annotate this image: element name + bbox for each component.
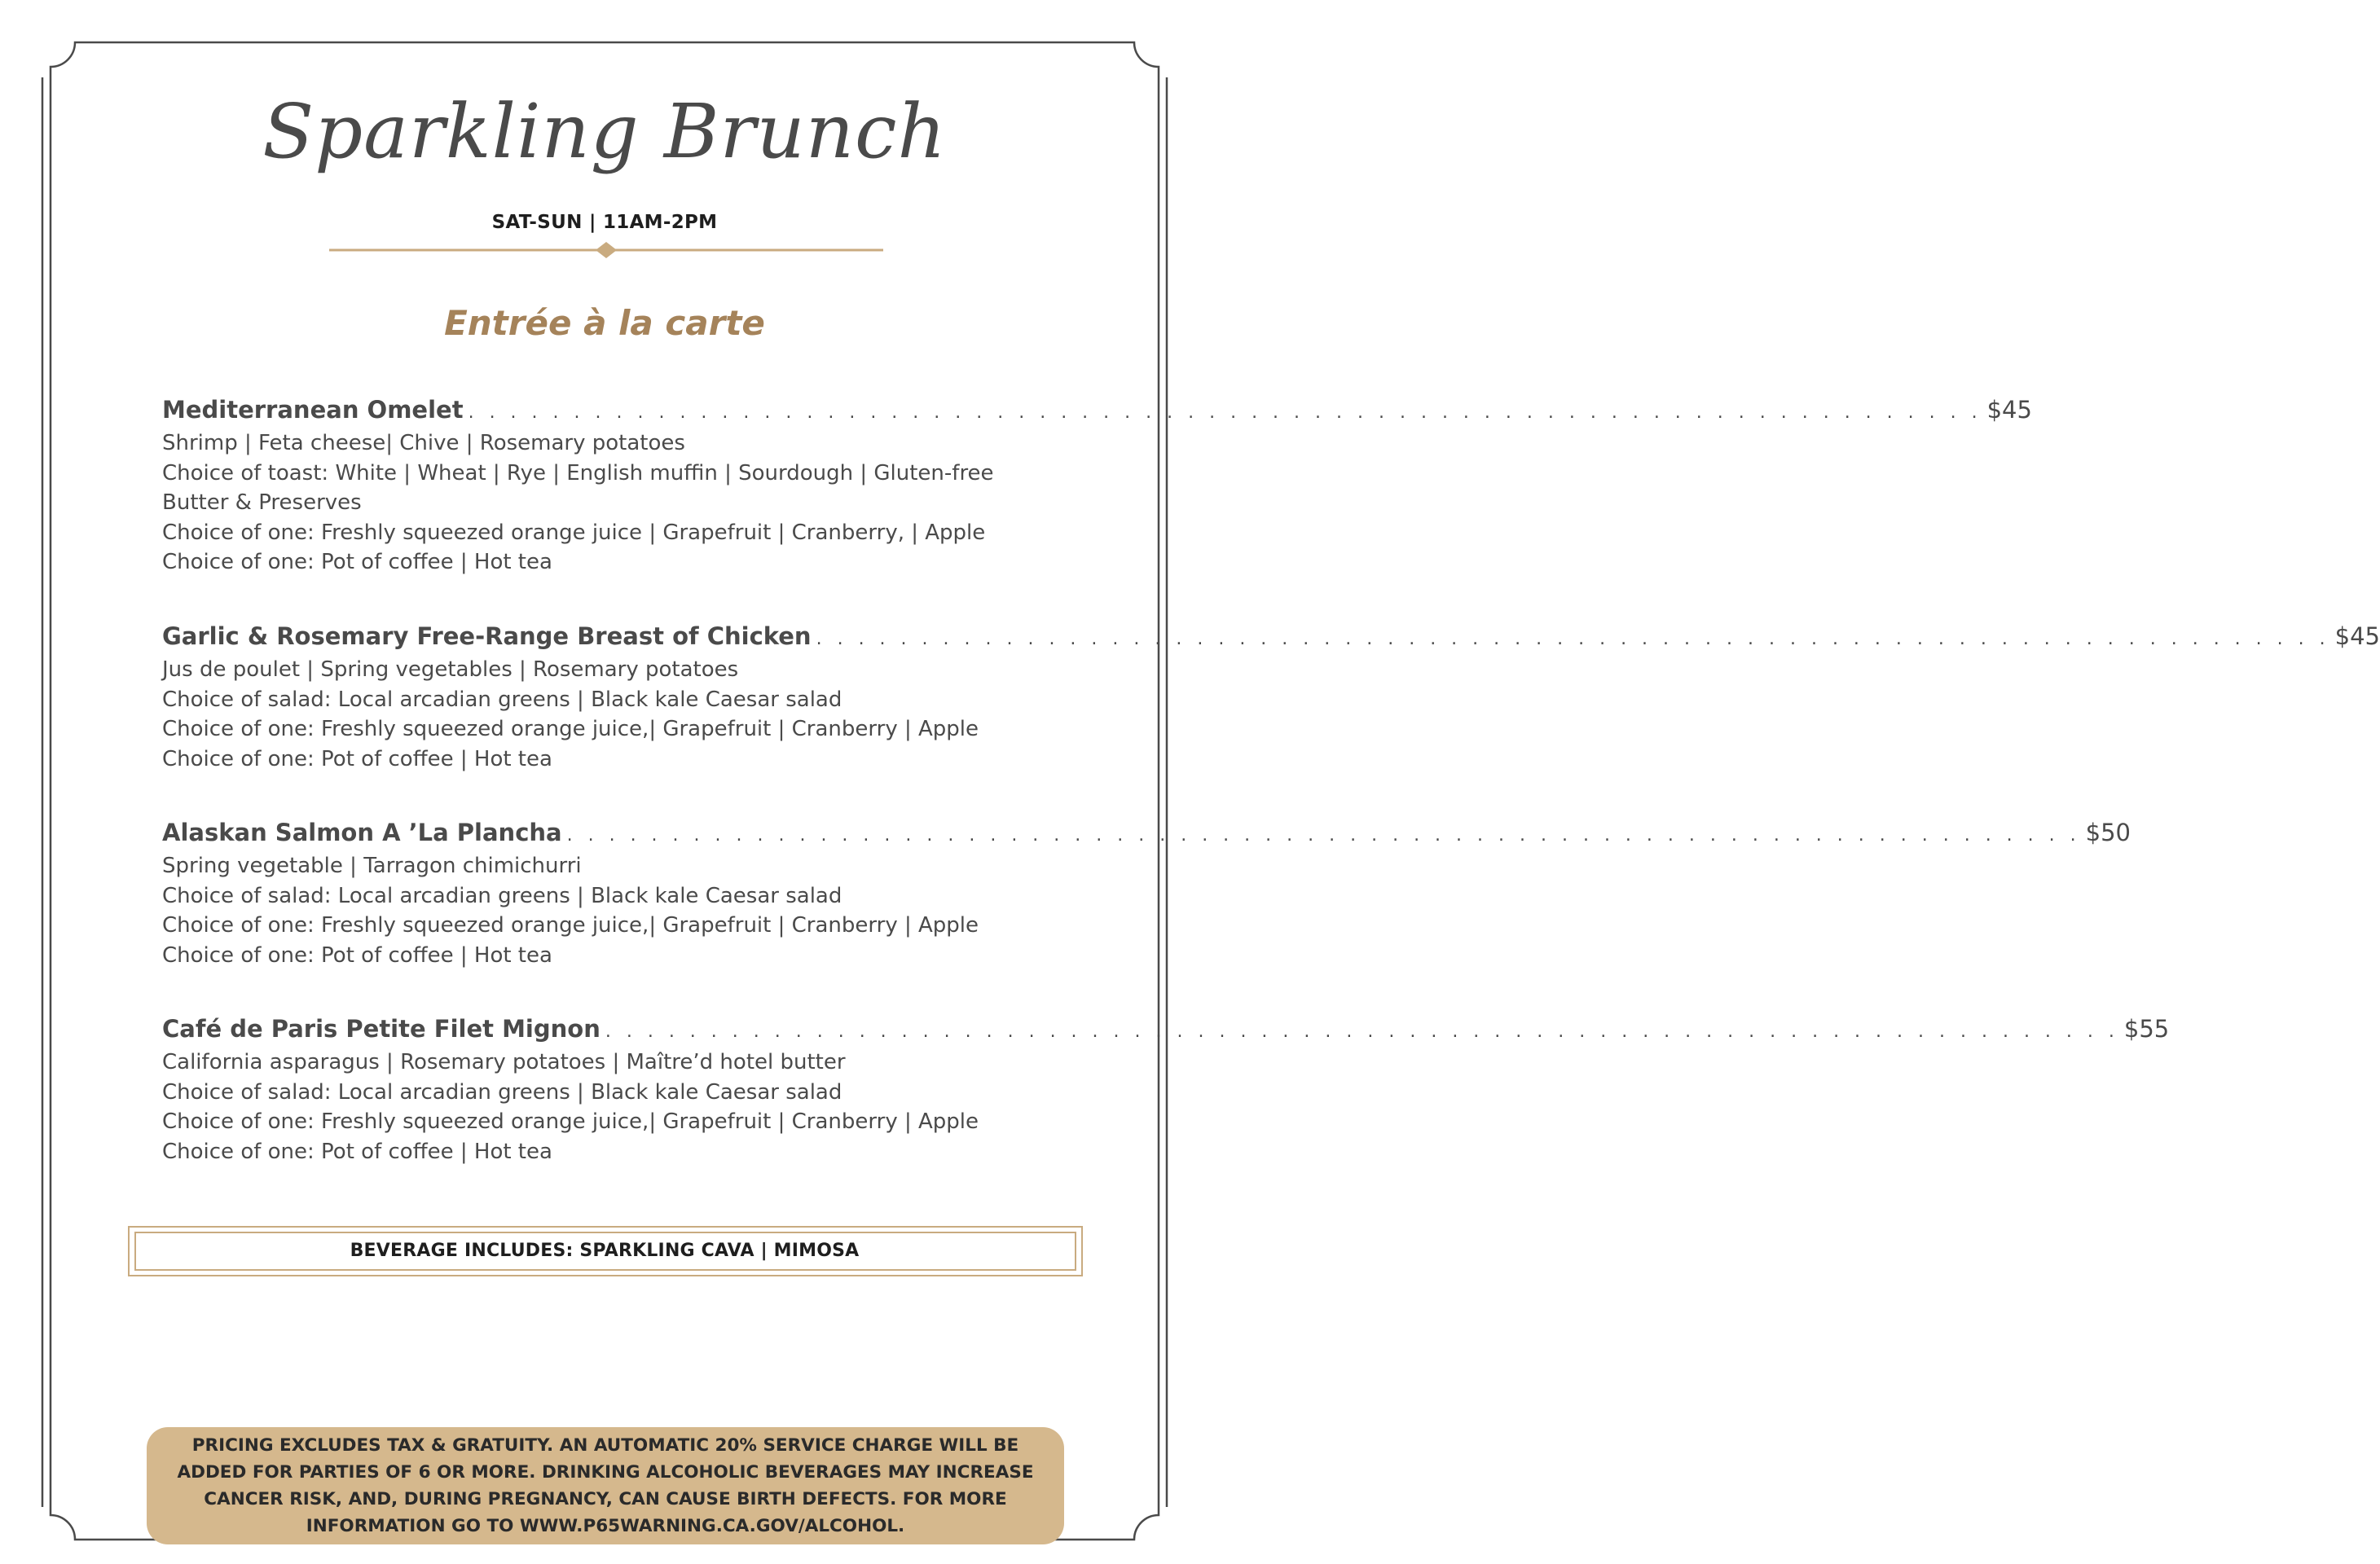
menu-item-description: California asparagus | Rosemary potatoes | Maître’d hotel butter xyxy=(162,1050,846,1074)
title-divider-diamond xyxy=(596,242,617,258)
dot-leader: . . . . . . . . . . . . . . . . . . . . . . . . . . . . . . . . . . . . . . . . . . . . . . . . . . . . . . . . . . . . . . . . . . . . . . . . xyxy=(605,1021,2119,1042)
menu-item-description: Shrimp | Feta cheese| Chive | Rosemary potatoes xyxy=(162,431,685,455)
menu-item xyxy=(162,819,2131,970)
beverage-includes: BEVERAGE INCLUDES: SPARKLING CAVA | MIMOSA xyxy=(350,1240,860,1261)
menu-item-name: Café de Paris Petite Filet Mignon xyxy=(162,1015,600,1043)
section-heading: Entrée à la carte xyxy=(444,303,765,343)
menu-item-description: Spring vegetable | Tarragon chimichurri xyxy=(162,854,582,878)
menu-item-description: Choice of one: Freshly squeezed orange juice,| Grapefruit | Cranberry | Apple xyxy=(162,717,979,741)
dot-leader: . . . . . . . . . . . . . . . . . . . . . . . . . . . . . . . . . . . . . . . . . . . . . . . . . . . . . . . . . . . . . . . . . . . . . . . . xyxy=(816,629,2330,649)
menu-item-description: Choice of salad: Local arcadian greens | Black kale Caesar salad xyxy=(162,883,842,908)
menu-item-name: Garlic & Rosemary Free-Range Breast of Chicken xyxy=(162,622,812,650)
menu-item-description: Choice of one: Freshly squeezed orange juice,| Grapefruit | Cranberry | Apple xyxy=(162,1109,979,1134)
menu-item-price: $50 xyxy=(2085,819,2131,846)
menu-item-description: Choice of one: Pot of coffee | Hot tea xyxy=(162,746,552,771)
menu-item-description: Choice of one: Pot of coffee | Hot tea xyxy=(162,942,552,968)
menu-item-description: Choice of one: Freshly squeezed orange juice | Grapefruit | Cranberry, | Apple xyxy=(162,520,986,545)
menu-item-description: Choice of one: Pot of coffee | Hot tea xyxy=(162,550,552,574)
menu-item-price: $45 xyxy=(2334,622,2380,650)
dot-leader: . . . . . . . . . . . . . . . . . . . . . . . . . . . . . . . . . . . . . . . . . . . . . . . . . . . . . . . . . . . . . . . . . . . . . . . . xyxy=(566,825,2081,846)
menu-item-description: Choice of one: Freshly squeezed orange juice,| Grapefruit | Cranberry | Apple xyxy=(162,913,979,938)
menu-item-name: Mediterranean Omelet xyxy=(162,396,464,424)
pricing-notice-text: PRICING EXCLUDES TAX & GRATUITY. AN AUTOMATIC 20% SERVICE CHARGE WILL BE ADDED FOR PARTIES OF 6 OR MORE. DRINKING ALCOHOLIC BEVERAGES MAY INCREASE CANCER RISK, AND, DURING PREGNANCY, CAN CAUSE BIRTH DEFECTS. FOR MORE INFORMATION GO TO WWW.P65WARNING.CA.GOV/ALCOHOL. xyxy=(177,1435,1034,1536)
menu-item xyxy=(162,396,2032,578)
menu-item-description: Choice of salad: Local arcadian greens | Black kale Caesar salad xyxy=(162,1079,842,1105)
outer-frame-border xyxy=(51,42,1159,1540)
service-hours: SAT-SUN | 11AM-2PM xyxy=(491,212,718,233)
menu-item-description: Choice of salad: Local arcadian greens | Black kale Caesar salad xyxy=(162,687,842,712)
menu-item-description: Butter & Preserves xyxy=(162,490,362,515)
menu-item-description: Choice of one: Pot of coffee | Hot tea xyxy=(162,1139,552,1164)
dot-leader: . . . . . . . . . . . . . . . . . . . . . . . . . . . . . . . . . . . . . . . . . . . . . . . . . . . . . . . . . . . . . . . . . . . . . . . . xyxy=(468,402,1982,423)
pricing-notice xyxy=(147,1427,1064,1544)
menu-item-price: $45 xyxy=(1986,396,2032,424)
menu-item-name: Alaskan Salmon A ’La Plancha xyxy=(162,819,562,846)
menu-item-description: Choice of toast: White | Wheat | Rye | English muffin | Sourdough | Gluten-free xyxy=(162,460,994,485)
menu-item xyxy=(162,622,2380,774)
page-title: Sparkling Brunch xyxy=(262,88,947,175)
menu-item-price: $55 xyxy=(2123,1015,2170,1043)
menu-item-description: Jus de poulet | Spring vegetables | Rosemary potatoes xyxy=(162,657,739,682)
menu-item xyxy=(162,1015,2170,1166)
